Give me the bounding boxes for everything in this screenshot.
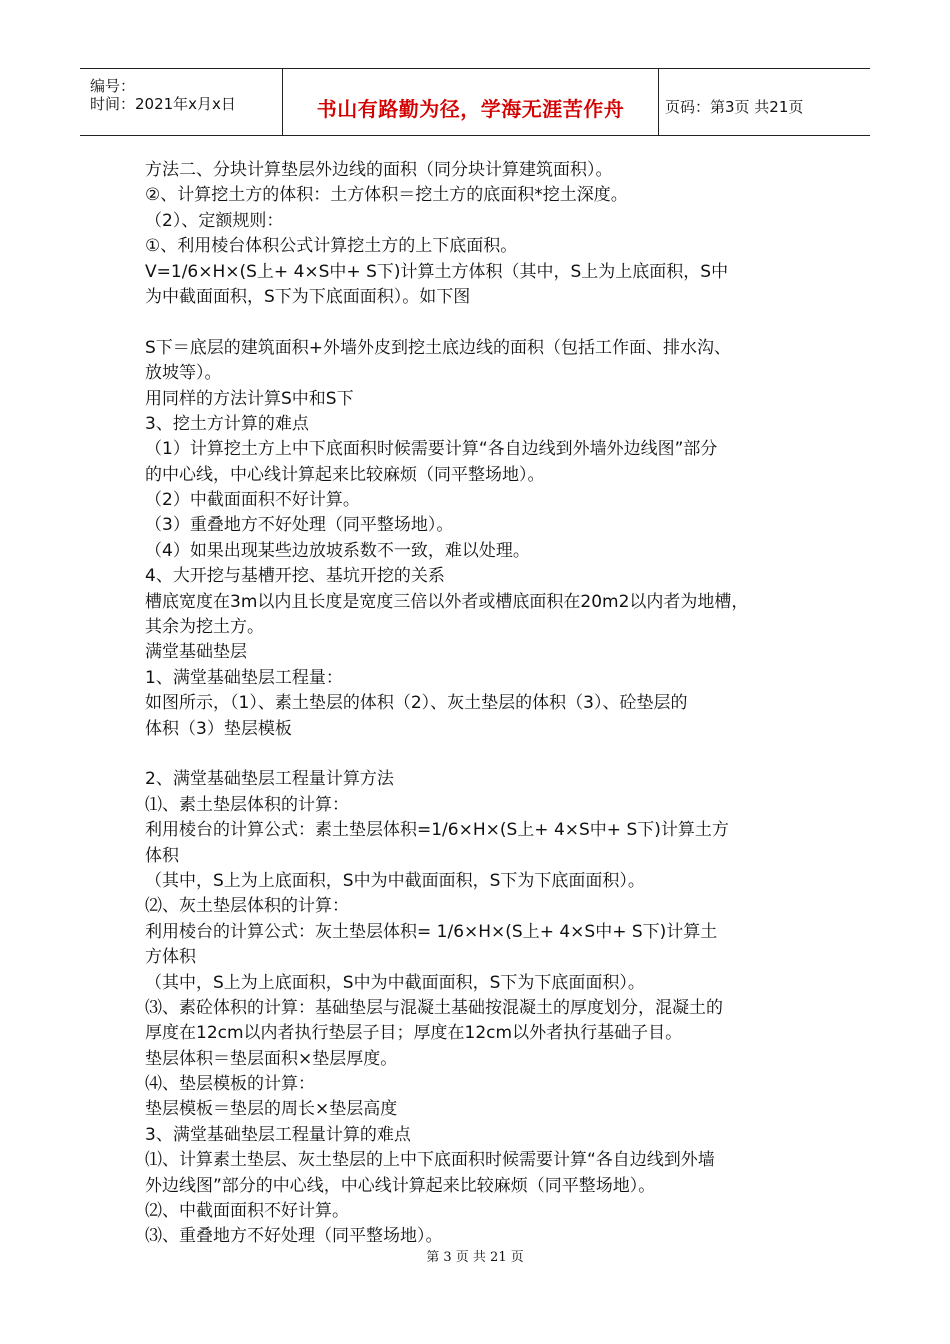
page-header	[80, 68, 870, 136]
body-text-line: 方体积	[145, 947, 196, 968]
body-text-line: ⑴、计算素土垫层、灰土垫层的上中下底面积时候需要计算“各自边线到外墙	[145, 1150, 715, 1171]
body-text-line	[145, 742, 825, 767]
page-footer: 第 3 页 共 21 页	[426, 1250, 524, 1265]
body-text-line: 如图所示，（1）、素土垫层的体积（2）、灰土垫层的体积（3）、砼垫层的	[145, 693, 688, 714]
body-text-line: 1、满堂基础垫层工程量：	[145, 667, 343, 688]
body-text-line: 厚度在12cm以内者执行垫层子目；厚度在12cm以外者执行基础子目。	[145, 1023, 683, 1044]
header-motto-cell	[283, 69, 659, 135]
body-text-line: （2）、定额规则：	[145, 210, 284, 231]
body-text-line: 4、大开挖与基槽开挖、基坑开挖的关系	[145, 566, 445, 587]
body-text-line: （2）中截面面积不好计算。	[145, 490, 360, 511]
body-text-line: ①、利用棱台体积公式计算挖土方的上下底面积。	[145, 236, 518, 257]
body-text-line: ⑷、垫层模板的计算：	[145, 1074, 315, 1095]
body-text-line: 其余为挖土方。	[145, 617, 264, 638]
body-text-line: 利用棱台的计算公式：灰土垫层体积= 1/6×H×(S上+ 4×S中+ S下)计算土	[145, 921, 718, 942]
body-text-line: 利用棱台的计算公式：素土垫层体积=1/6×H×(S上+ 4×S中+ S下)计算土方	[145, 820, 729, 841]
document-date-label: 时间：2021年x月x日	[90, 95, 236, 113]
body-text-line: （3）重叠地方不好处理（同平整场地）。	[145, 515, 454, 536]
document-body	[145, 158, 825, 1250]
body-text-line: 3、满堂基础垫层工程量计算的难点	[145, 1124, 411, 1145]
body-text-line: ⑵、灰土垫层体积的计算：	[145, 896, 349, 917]
body-text-line: 放坡等）。	[145, 363, 222, 384]
body-text-line: 外边线图”部分的中心线，中心线计算起来比较麻烦（同平整场地）。	[145, 1175, 656, 1196]
body-text-line: V=1/6×H×(S上+ 4×S中+ S下)计算土方体积（其中，S上为上底面积，S中	[145, 261, 729, 282]
body-text-line: ⑴、素土垫层体积的计算：	[145, 794, 349, 815]
body-text-line: ⑶、重叠地方不好处理（同平整场地）。	[145, 1226, 443, 1247]
body-text-line: （其中，S上为上底面积，S中为中截面面积，S下为下底面面积）。	[145, 972, 645, 993]
body-text-line: 体积	[145, 845, 179, 866]
body-text-line: 2、满堂基础垫层工程量计算方法	[145, 769, 394, 790]
document-number-label: 编号：	[90, 77, 136, 95]
body-text-line: 的中心线，中心线计算起来比较麻烦（同平整场地）。	[145, 464, 545, 485]
body-text-line: （4）如果出现某些边放坡系数不一致，难以处理。	[145, 540, 530, 561]
header-page-cell	[659, 69, 870, 135]
body-text-line: S下＝底层的建筑面积+外墙外皮到挖土底边线的面积（包括工作面、排水沟、	[145, 337, 732, 358]
header-motto: 书山有路勤为径，学海无涯苦作舟	[316, 97, 625, 121]
body-text-line: 体积（3）垫层模板	[145, 718, 292, 739]
body-text-line: ⑶、素砼体积的计算：基础垫层与混凝土基础按混凝土的厚度划分，混凝土的	[145, 997, 723, 1018]
body-text-line	[145, 310, 825, 335]
body-text-line: 方法二、分块计算垫层外边线的面积（同分块计算建筑面积）。	[145, 160, 613, 180]
body-text-line: 为中截面面积，S下为下底面面积）。如下图	[145, 286, 471, 307]
body-text-line: 满堂基础垫层	[145, 642, 247, 663]
body-text-line: 垫层体积＝垫层面积×垫层厚度。	[145, 1048, 398, 1069]
body-text-line: 3、挖土方计算的难点	[145, 413, 309, 434]
body-text-line: ⑵、中截面面积不好计算。	[145, 1201, 349, 1222]
header-meta-cell	[80, 69, 283, 135]
header-page-info: 页码：第3页 共21页	[665, 98, 804, 116]
body-text-line: 槽底宽度在3m以内且长度是宽度三倍以外者或槽底面积在20m2以内者为地槽，	[145, 591, 749, 612]
body-text-line: （1）计算挖土方上中下底面积时候需要计算“各自边线到外墙外边线图”部分	[145, 439, 718, 460]
body-text-line: 用同样的方法计算S中和S下	[145, 388, 354, 409]
body-text-line: 垫层模板＝垫层的周长×垫层高度	[145, 1099, 398, 1120]
body-text-line: ②、计算挖土方的体积：土方体积＝挖土方的底面积*挖土深度。	[145, 185, 628, 206]
body-text-line: （其中，S上为上底面积，S中为中截面面积，S下为下底面面积）。	[145, 870, 645, 891]
